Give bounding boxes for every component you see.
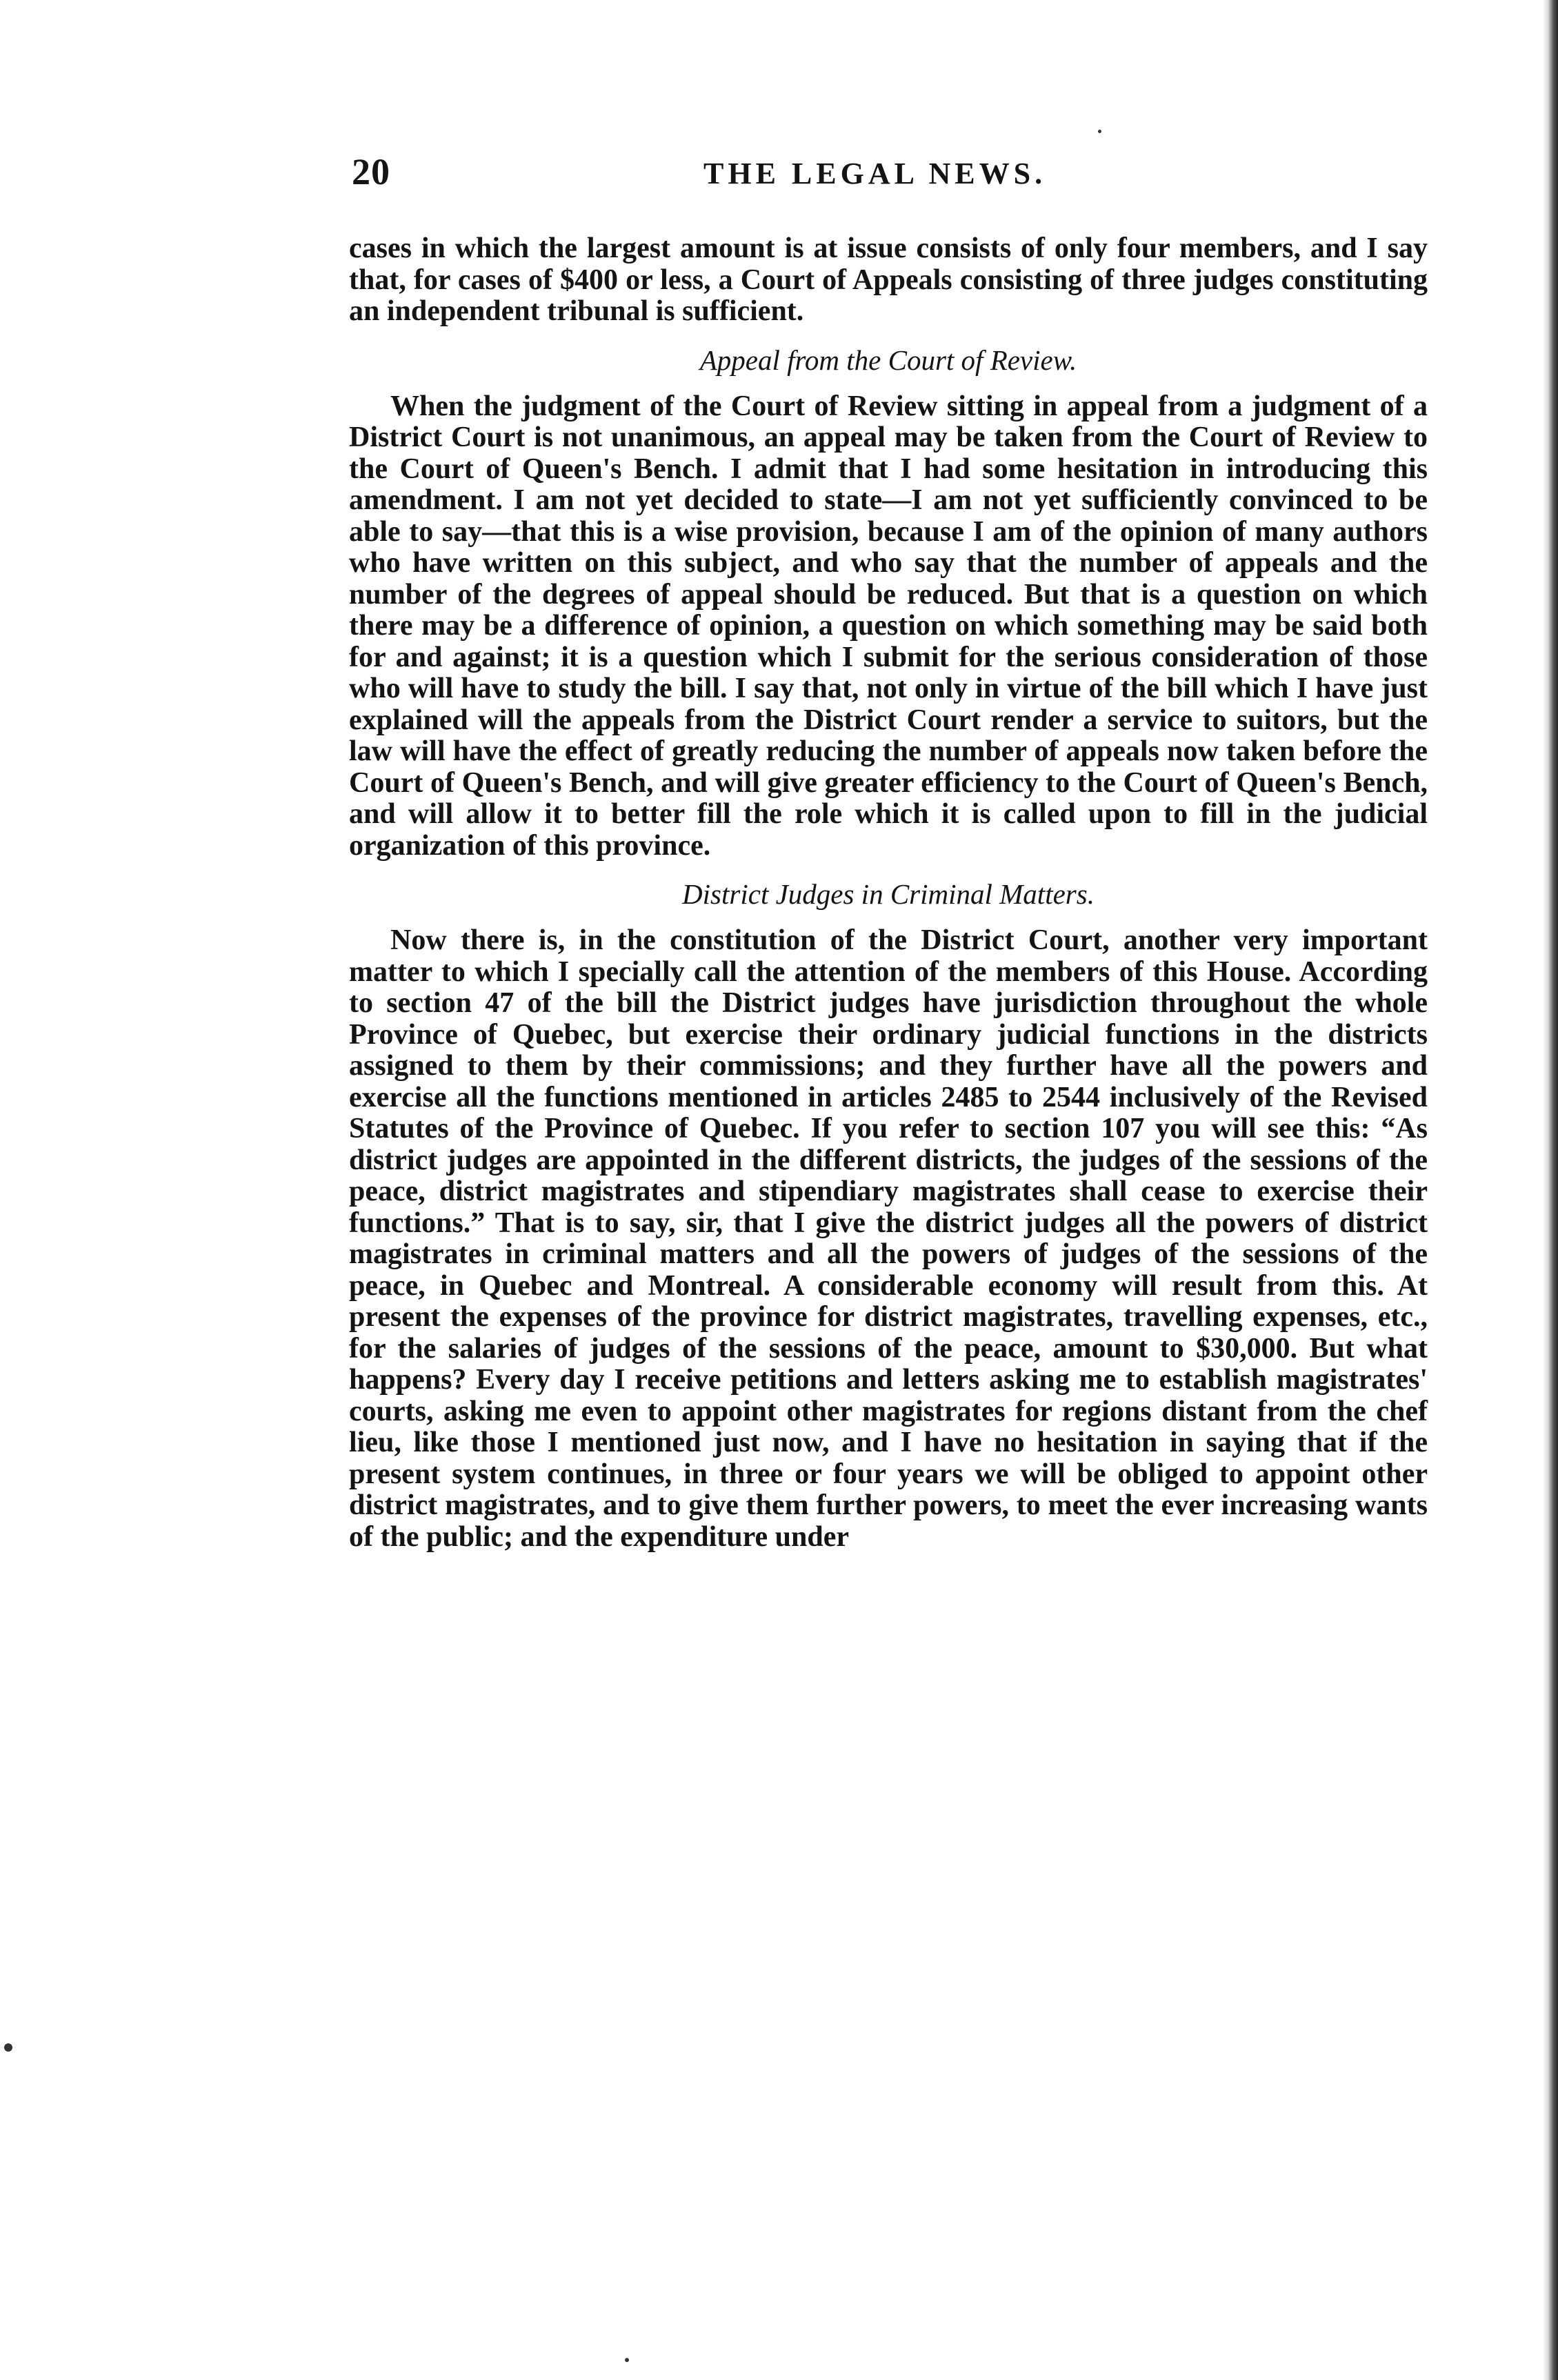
paragraph-district-judges: Now there is, in the constitution of the District Court, another very important matter to which I specially call the attention of the members of this House. According to section 47 of the bill the District judges have jurisdiction throughout the whole Province of Quebec, but exercise their ordinary judicial functions in the districts assigned to them by their commissions; and they further have all the powers and exercise all the functions mentioned in articles 2485 to 2544 inclusively of the Revised Statutes of the Province of Quebec. If you refer to section 107 you will see this: “As district judges are appointed in the different districts, the judges of the sessions of the peace, district magistrates and stipendiary magistrates shall cease to exercise their functions.” That is to say, sir, that I give the district judges all the powers of district magistrates in criminal matters and all the powers of judges of the sessions of the peace, in Quebec and Montreal. A considerable economy will result from this. At present the expenses of the province for district magistrates, travelling expenses, etc., for the salaries of judges of the sessions of the peace, amount to $30,000. But what happens? Every day I receive petitions and letters asking me to establish magistrates' courts, asking me even to appoint other magistrates for regions distant from the chef lieu, like those I mentioned just now, and I have no hesitation in saying that if the present system continues, in three or four years we will be obliged to appoint other district magistrates, and to give them further powers, to meet the ever increasing wants of the public; and the expenditure under: [349, 924, 1428, 1553]
scan-speck: [1098, 130, 1101, 133]
page-number: 20: [352, 151, 390, 192]
section-heading-district-judges: District Judges in Criminal Matters.: [682, 878, 1095, 910]
scan-speck: [625, 2358, 629, 2362]
page-header: [352, 150, 1428, 212]
running-title: THE LEGAL NEWS.: [703, 157, 1047, 190]
scan-speck: [4, 2043, 12, 2052]
scan-edge-shadow: [1543, 0, 1558, 2380]
body-text: [349, 233, 1428, 1553]
paragraph-continued: cases in which the largest amount is at issue consists of only four members, and I say that, for cases of $400 or less, a Court of Appeals consisting of three judges constituting an independent tribunal is sufficient.: [349, 232, 1428, 327]
paragraph-appeal-review: When the judgment of the Court of Review sitting in appeal from a judgment of a District Court is not unanimous, an appeal may be taken from the Court of Review to the Court of Queen's Bench. I admit that I had some hesitation in introducing this amendment. I am not yet decided to state—I am not yet sufficiently convinced to be able to say—that this is a wise provision, because I am of the opinion of many authors who have written on this subject, and who say that the number of appeals and the number of the degrees of appeal should be reduced. But that is a question on which there may be a difference of opinion, a question on which something may be said both for and against; it is a question which I submit for the serious consideration of those who will have to study the bill. I say that, not only in virtue of the bill which I have just explained will the appeals from the District Court render a service to suitors, but the law will have the effect of greatly reducing the number of appeals now taken before the Court of Queen's Bench, and will give greater efficiency to the Court of Queen's Bench, and will allow it to better fill the role which it is called upon to fill in the judicial organization of this province.: [349, 390, 1428, 862]
section-heading-appeal-review: Appeal from the Court of Review.: [699, 344, 1077, 376]
